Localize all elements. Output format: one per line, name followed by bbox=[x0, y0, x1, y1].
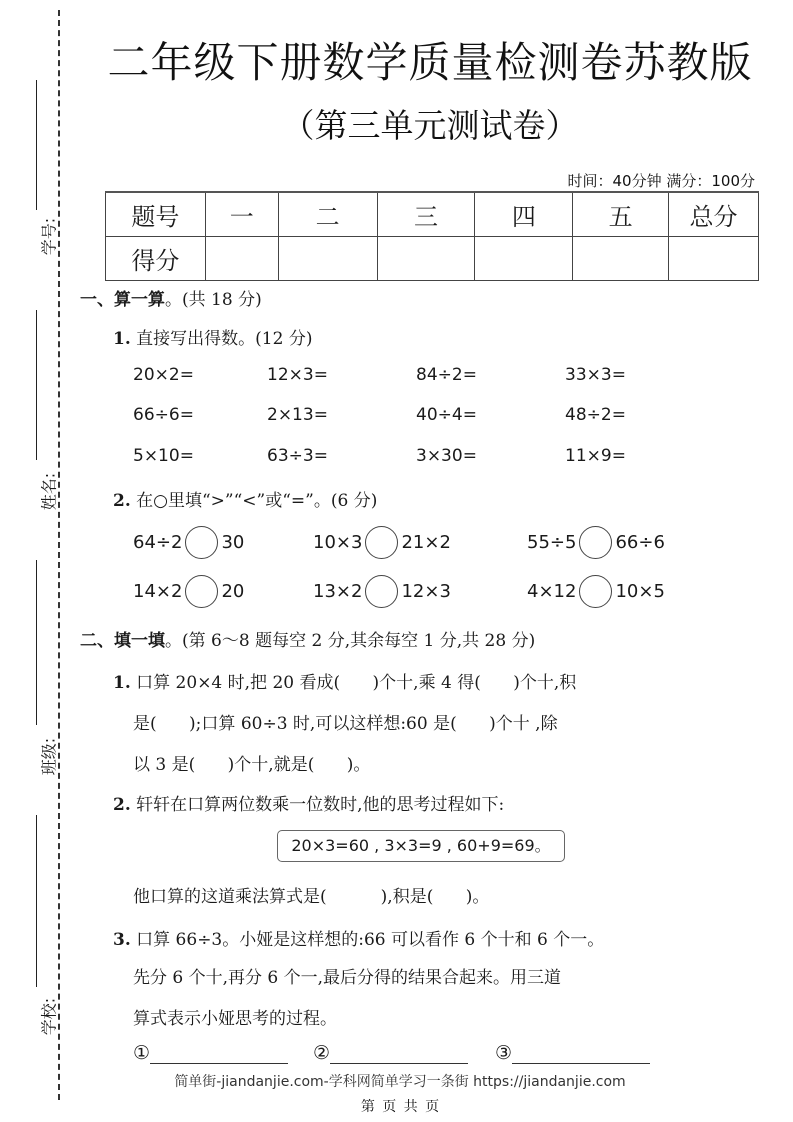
s2-q1-line2: 是( );口算 60÷3 时,可以这样想:60 是( )个十 ,除 bbox=[133, 714, 558, 734]
answer-circle[interactable] bbox=[579, 575, 612, 608]
circled-number-1: ① bbox=[133, 1042, 151, 1064]
s1-q2-heading bbox=[113, 486, 377, 511]
answer-blank-3[interactable] bbox=[495, 1042, 650, 1064]
answer-blanks-row bbox=[133, 1042, 693, 1070]
student-id-rule bbox=[36, 80, 37, 210]
compare-right: 30 bbox=[221, 532, 245, 553]
s2-q1-line3: 以 3 是( )个十,就是( )。 bbox=[133, 755, 371, 775]
compare-right: 21×2 bbox=[401, 532, 451, 553]
section-2-points: 。(第 6～8 题每空 2 分,其余每空 1 分,共 28 分) bbox=[165, 631, 536, 651]
s2-q3-line3: 算式表示小娅思考的过程。 bbox=[133, 1009, 337, 1029]
blank-line[interactable] bbox=[150, 1042, 288, 1064]
cell-section-4: 四 bbox=[475, 192, 573, 236]
s1-q1-number: 1. bbox=[113, 329, 131, 349]
s1-q2-text: 在○里填“>”“<”或“=”。(6 分) bbox=[130, 491, 378, 511]
section-1-points: 。(共 18 分) bbox=[165, 290, 262, 310]
calc-item: 63÷3= bbox=[267, 446, 328, 466]
compare-right: 66÷6 bbox=[615, 532, 665, 553]
compare-item bbox=[527, 526, 665, 559]
compare-left: 55÷5 bbox=[527, 532, 577, 553]
cell-section-5: 五 bbox=[573, 192, 669, 236]
s2-q3-line1 bbox=[113, 925, 604, 950]
answer-blank-2[interactable] bbox=[313, 1042, 468, 1064]
score-input-2[interactable] bbox=[278, 236, 377, 280]
calc-item: 48÷2= bbox=[565, 405, 626, 425]
compare-item bbox=[527, 575, 665, 608]
s1-q1-heading bbox=[113, 324, 312, 349]
compare-left: 4×12 bbox=[527, 581, 577, 602]
calc-row-3 bbox=[133, 446, 733, 470]
footer-watermark: 简单街-jiandanjie.com-学科网简单学习一条街 https://jiandanjie.com bbox=[174, 1074, 626, 1090]
calc-item: 5×10= bbox=[133, 446, 194, 466]
time-score-info: 时间：40分钟 满分：100分 bbox=[567, 172, 755, 190]
page-title: 二年级下册数学质量检测卷苏教版 bbox=[107, 38, 753, 87]
score-table bbox=[105, 191, 759, 281]
cell-section-2: 二 bbox=[278, 192, 377, 236]
compare-item bbox=[133, 575, 244, 608]
compare-left: 10×3 bbox=[313, 532, 363, 553]
school-label: 学校: bbox=[39, 997, 59, 1036]
compare-left: 64÷2 bbox=[133, 532, 183, 553]
section-2-title: 二、填一填 bbox=[80, 631, 165, 651]
page-subtitle: （第三单元测试卷） bbox=[281, 106, 579, 145]
s2-q3-text: 口算 66÷3。小娅是这样想的:66 可以看作 6 个十和 6 个一。 bbox=[130, 930, 605, 950]
calc-item: 12×3= bbox=[267, 365, 328, 385]
s1-q1-text: 直接写出得数。(12 分) bbox=[130, 329, 313, 349]
student-id-label: 学号: bbox=[39, 217, 59, 256]
s1-q2-number: 2. bbox=[113, 491, 131, 511]
cell-section-1: 一 bbox=[205, 192, 278, 236]
calc-item: 20×2= bbox=[133, 365, 194, 385]
answer-circle[interactable] bbox=[185, 575, 218, 608]
calc-item: 11×9= bbox=[565, 446, 626, 466]
school-rule bbox=[36, 815, 37, 987]
calc-item: 84÷2= bbox=[416, 365, 477, 385]
compare-right: 10×5 bbox=[615, 581, 665, 602]
cell-section-3: 三 bbox=[377, 192, 475, 236]
compare-row-2 bbox=[133, 575, 733, 609]
s2-q2-line1 bbox=[113, 790, 504, 815]
calc-row-2 bbox=[133, 405, 733, 429]
section-2-heading bbox=[80, 626, 535, 651]
answer-circle[interactable] bbox=[185, 526, 218, 559]
score-input-5[interactable] bbox=[573, 236, 669, 280]
blank-line[interactable] bbox=[330, 1042, 468, 1064]
s2-q2-number: 2. bbox=[113, 795, 131, 815]
calc-item: 3×30= bbox=[416, 446, 477, 466]
compare-item bbox=[313, 575, 451, 608]
answer-circle[interactable] bbox=[365, 575, 398, 608]
section-1-heading bbox=[80, 285, 262, 310]
thinking-process-box: 20×3=60 , 3×3=9 , 60+9=69。 bbox=[277, 830, 565, 862]
binding-dashed-line bbox=[58, 10, 60, 1100]
calc-item: 2×13= bbox=[267, 405, 328, 425]
s2-q1-line1 bbox=[113, 668, 576, 693]
name-label: 姓名: bbox=[39, 472, 59, 511]
answer-circle[interactable] bbox=[365, 526, 398, 559]
answer-blank-1[interactable] bbox=[133, 1042, 288, 1064]
s2-q1-text: 口算 20×4 时,把 20 看成( )个十,乘 4 得( )个十,积 bbox=[130, 673, 577, 693]
score-table-header-row bbox=[106, 192, 759, 236]
circled-number-3: ③ bbox=[495, 1042, 513, 1064]
calc-row-1 bbox=[133, 365, 733, 389]
compare-row-1 bbox=[133, 526, 733, 560]
cell-score-label: 得分 bbox=[106, 236, 206, 280]
s2-q2-line2: 他口算的这道乘法算式是( ),积是( )。 bbox=[133, 887, 490, 907]
cell-total: 总分 bbox=[669, 192, 759, 236]
circled-number-2: ② bbox=[313, 1042, 331, 1064]
calc-item: 66÷6= bbox=[133, 405, 194, 425]
name-rule bbox=[36, 310, 37, 460]
compare-item bbox=[313, 526, 451, 559]
cell-question-label: 题号 bbox=[106, 192, 206, 236]
section-1-title: 一、算一算 bbox=[80, 290, 165, 310]
score-input-1[interactable] bbox=[205, 236, 278, 280]
s2-q2-text: 轩轩在口算两位数乘一位数时,他的思考过程如下: bbox=[130, 795, 505, 815]
class-label: 班级: bbox=[39, 737, 59, 776]
score-table-score-row bbox=[106, 236, 759, 280]
blank-line[interactable] bbox=[512, 1042, 650, 1064]
s2-q3-line2: 先分 6 个十,再分 6 个一,最后分得的结果合起来。用三道 bbox=[133, 968, 562, 988]
compare-right: 20 bbox=[221, 581, 245, 602]
compare-left: 13×2 bbox=[313, 581, 363, 602]
calc-item: 40÷4= bbox=[416, 405, 477, 425]
score-input-total[interactable] bbox=[669, 236, 759, 280]
s2-q1-number: 1. bbox=[113, 673, 131, 693]
compare-item bbox=[133, 526, 244, 559]
compare-right: 12×3 bbox=[401, 581, 451, 602]
class-rule bbox=[36, 560, 37, 725]
answer-circle[interactable] bbox=[579, 526, 612, 559]
compare-left: 14×2 bbox=[133, 581, 183, 602]
s2-q3-number: 3. bbox=[113, 930, 131, 950]
calc-item: 33×3= bbox=[565, 365, 626, 385]
page-number: 第 页 共 页 bbox=[360, 1099, 440, 1115]
score-input-4[interactable] bbox=[475, 236, 573, 280]
score-input-3[interactable] bbox=[377, 236, 475, 280]
